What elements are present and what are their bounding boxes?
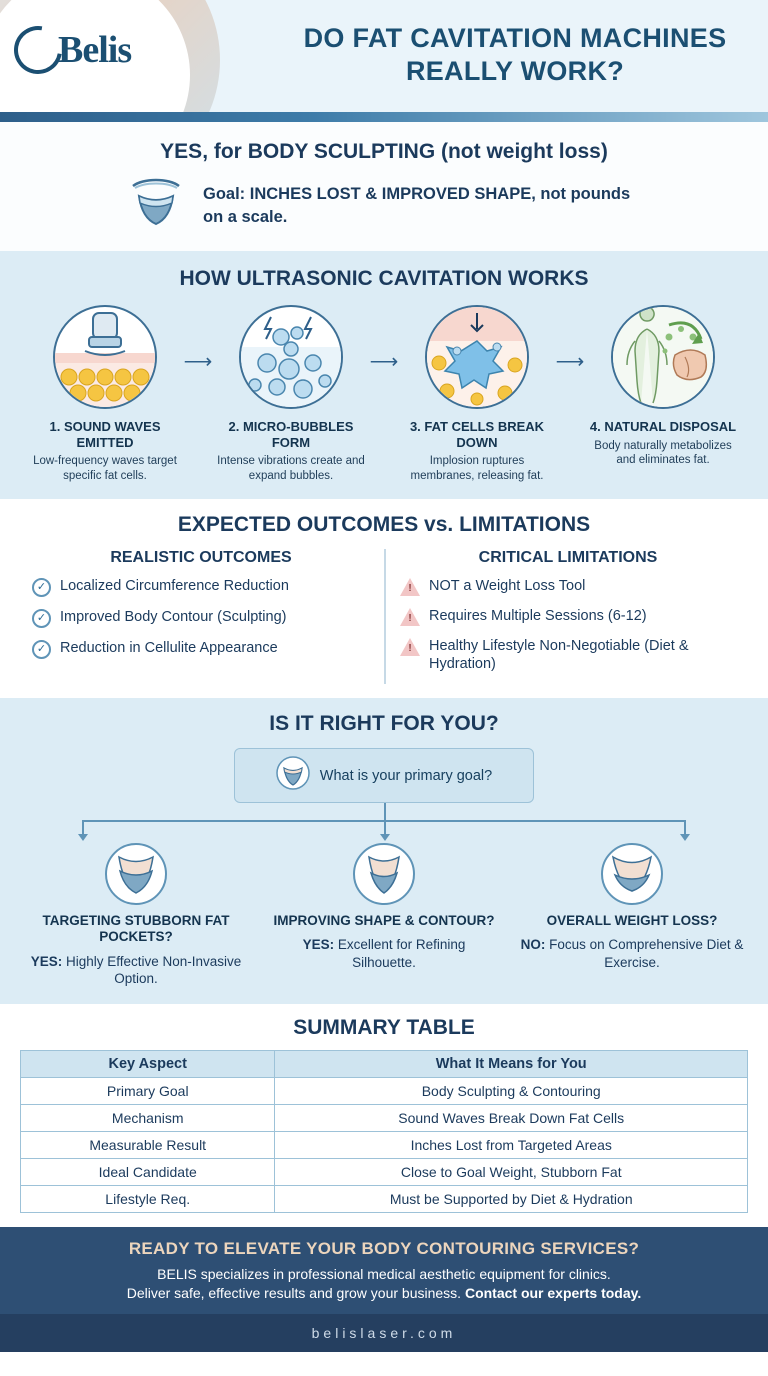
branch-title: TARGETING STUBBORN FAT POCKETS? (42, 913, 230, 945)
body-icon-weight-loss (601, 843, 663, 905)
table-cell-meaning: Close to Goal Weight, Stubborn Fat (275, 1158, 748, 1185)
arrow-icon-2: ⟶ (369, 351, 399, 373)
branch-weight-loss (517, 843, 747, 987)
header (0, 0, 768, 122)
how-it-works-section (0, 251, 768, 499)
list-item-label: Healthy Lifestyle Non-Negotiable (Diet & Hydration) (429, 637, 689, 673)
connector-arrow-3 (680, 834, 690, 841)
warning-triangle-icon (400, 638, 420, 656)
list-item (400, 607, 736, 626)
step-2-title: 2. MICRO-BUBBLES FORM (228, 419, 354, 450)
sound-waves-icon (53, 305, 157, 409)
branch-answer (21, 953, 251, 988)
goal-text: Goal: INCHES LOST & IMPROVED SHAPE, not pounds on a scale. (203, 185, 631, 226)
column-header-key-aspect: Key Aspect (21, 1050, 275, 1077)
list-item-label: Requires Multiple Sessions (6-12) (429, 607, 647, 624)
branch-verdict: YES: (302, 937, 335, 953)
summary-table-title: SUMMARY TABLE (293, 1015, 475, 1039)
step-1 (25, 305, 185, 483)
branch-answer-text: Highly Effective Non-Invasive Option. (62, 953, 242, 987)
footer-website-url[interactable]: belislaser.com (0, 1314, 768, 1352)
table-row (21, 1077, 748, 1104)
check-circle-icon: ✓ (32, 640, 51, 659)
step-3-desc: Implosion ruptures membranes, releasing fat. (410, 455, 544, 482)
branch-answer (269, 936, 499, 971)
steps-row (14, 305, 754, 483)
connector-arrow-2 (380, 834, 390, 841)
measuring-tape-icon (125, 176, 187, 235)
step-1-title: 1. SOUND WAVES EMITTED (49, 419, 161, 450)
page-title: DO FAT CAVITATION MACHINES REALLY WORK? (303, 23, 727, 86)
body-outline-icon (276, 756, 310, 795)
natural-disposal-icon (611, 305, 715, 409)
summary-table (20, 1050, 748, 1213)
decision-title: IS IT RIGHT FOR YOU? (269, 712, 499, 736)
goal-row (20, 176, 748, 235)
footer-line-1: BELIS specializes in professional medical aesthetic equipment for clinics. (157, 1265, 611, 1282)
table-row (21, 1185, 748, 1212)
logo (14, 26, 131, 74)
critical-limitations-title: CRITICAL LIMITATIONS (478, 548, 658, 566)
step-4 (583, 305, 743, 467)
critical-limitations-column (384, 549, 750, 684)
table-cell-meaning: Body Sculpting & Contouring (275, 1077, 748, 1104)
step-4-desc: Body naturally metabolizes and eliminates fat. (594, 439, 732, 466)
footer-cta (0, 1227, 768, 1314)
logo-mark-icon (5, 17, 72, 84)
body-sculpting-section (0, 122, 768, 251)
list-item-label: Localized Circumference Reduction (60, 577, 289, 594)
footer-line-2a: Deliver safe, effective results and grow your business. (126, 1285, 465, 1302)
list-item-label: Reduction in Cellulite Appearance (60, 639, 278, 656)
footer-headline: READY TO ELEVATE YOUR BODY CONTOURING SERVICES? (128, 1238, 640, 1258)
branch-answer-text: Excellent for Refining Silhouette. (334, 937, 466, 970)
step-4-title: 4. NATURAL DISPOSAL (589, 419, 737, 434)
table-row (21, 1158, 748, 1185)
step-1-desc: Low-frequency waves target specific fat cells. (33, 455, 177, 482)
warning-triangle-icon (400, 578, 420, 596)
list-item (32, 577, 370, 597)
warning-triangle-icon (400, 608, 420, 626)
branch-answer-text: Focus on Comprehensive Diet & Exercise. (545, 937, 744, 970)
table-cell-aspect: Lifestyle Req. (21, 1185, 275, 1212)
decision-branches (12, 843, 756, 987)
footer-cta-text: Contact our experts today. (464, 1285, 642, 1302)
outcomes-columns (18, 549, 750, 684)
decision-connector-lines (82, 803, 686, 839)
list-item (400, 577, 736, 596)
connector-arrow-1 (78, 834, 88, 841)
body-icon-shape-contour (353, 843, 415, 905)
body-icon-stubborn-fat (105, 843, 167, 905)
table-cell-aspect: Mechanism (21, 1104, 275, 1131)
header-accent-bar (0, 112, 768, 122)
outcomes-section (0, 499, 768, 698)
step-2-desc: Intense vibrations create and expand bubbles. (217, 455, 365, 482)
table-cell-aspect: Ideal Candidate (21, 1158, 275, 1185)
realistic-outcomes-title: REALISTIC OUTCOMES (110, 548, 292, 566)
branch-title: IMPROVING SHAPE & CONTOUR? (273, 913, 495, 929)
logo-text: Belis (58, 29, 132, 71)
step-3 (397, 305, 557, 483)
realistic-outcomes-column (18, 549, 384, 684)
summary-table-section (0, 1004, 768, 1227)
table-cell-aspect: Primary Goal (21, 1077, 275, 1104)
body-sculpting-headline: YES, for BODY SCULPTING (not weight loss) (160, 140, 608, 163)
table-cell-aspect: Measurable Result (21, 1131, 275, 1158)
fat-cell-breakdown-icon (425, 305, 529, 409)
list-item (32, 639, 370, 659)
step-3-title: 3. FAT CELLS BREAK DOWN (409, 419, 545, 450)
table-header-row (21, 1050, 748, 1077)
table-row (21, 1131, 748, 1158)
arrow-icon-3: ⟶ (555, 351, 585, 373)
decision-section (0, 698, 768, 1003)
how-it-works-title: HOW ULTRASONIC CAVITATION WORKS (179, 267, 589, 290)
decision-question-text: What is your primary goal? (319, 767, 493, 784)
step-2 (211, 305, 371, 483)
table-row (21, 1104, 748, 1131)
outcomes-title: EXPECTED OUTCOMES vs. LIMITATIONS (177, 512, 591, 536)
branch-stubborn-fat (21, 843, 251, 987)
decision-question-node (234, 748, 534, 803)
list-item-label: Improved Body Contour (Sculpting) (60, 608, 287, 625)
connector-stem (384, 803, 386, 820)
check-circle-icon: ✓ (32, 609, 51, 628)
column-header-meaning: What It Means for You (275, 1050, 748, 1077)
list-item (32, 608, 370, 628)
list-item-label: NOT a Weight Loss Tool (429, 577, 586, 594)
branch-answer (517, 936, 747, 971)
branch-verdict: YES: (30, 953, 63, 969)
micro-bubbles-icon (239, 305, 343, 409)
arrow-icon-1: ⟶ (183, 351, 213, 373)
branch-shape-contour (269, 843, 499, 987)
table-cell-meaning: Sound Waves Break Down Fat Cells (275, 1104, 748, 1131)
branch-title: OVERALL WEIGHT LOSS? (546, 913, 718, 929)
check-circle-icon: ✓ (32, 578, 51, 597)
branch-verdict: NO: (520, 937, 546, 953)
footer-line-2 (20, 1284, 748, 1304)
table-cell-meaning: Must be Supported by Diet & Hydration (275, 1185, 748, 1212)
table-cell-meaning: Inches Lost from Targeted Areas (275, 1131, 748, 1158)
list-item (400, 637, 736, 673)
